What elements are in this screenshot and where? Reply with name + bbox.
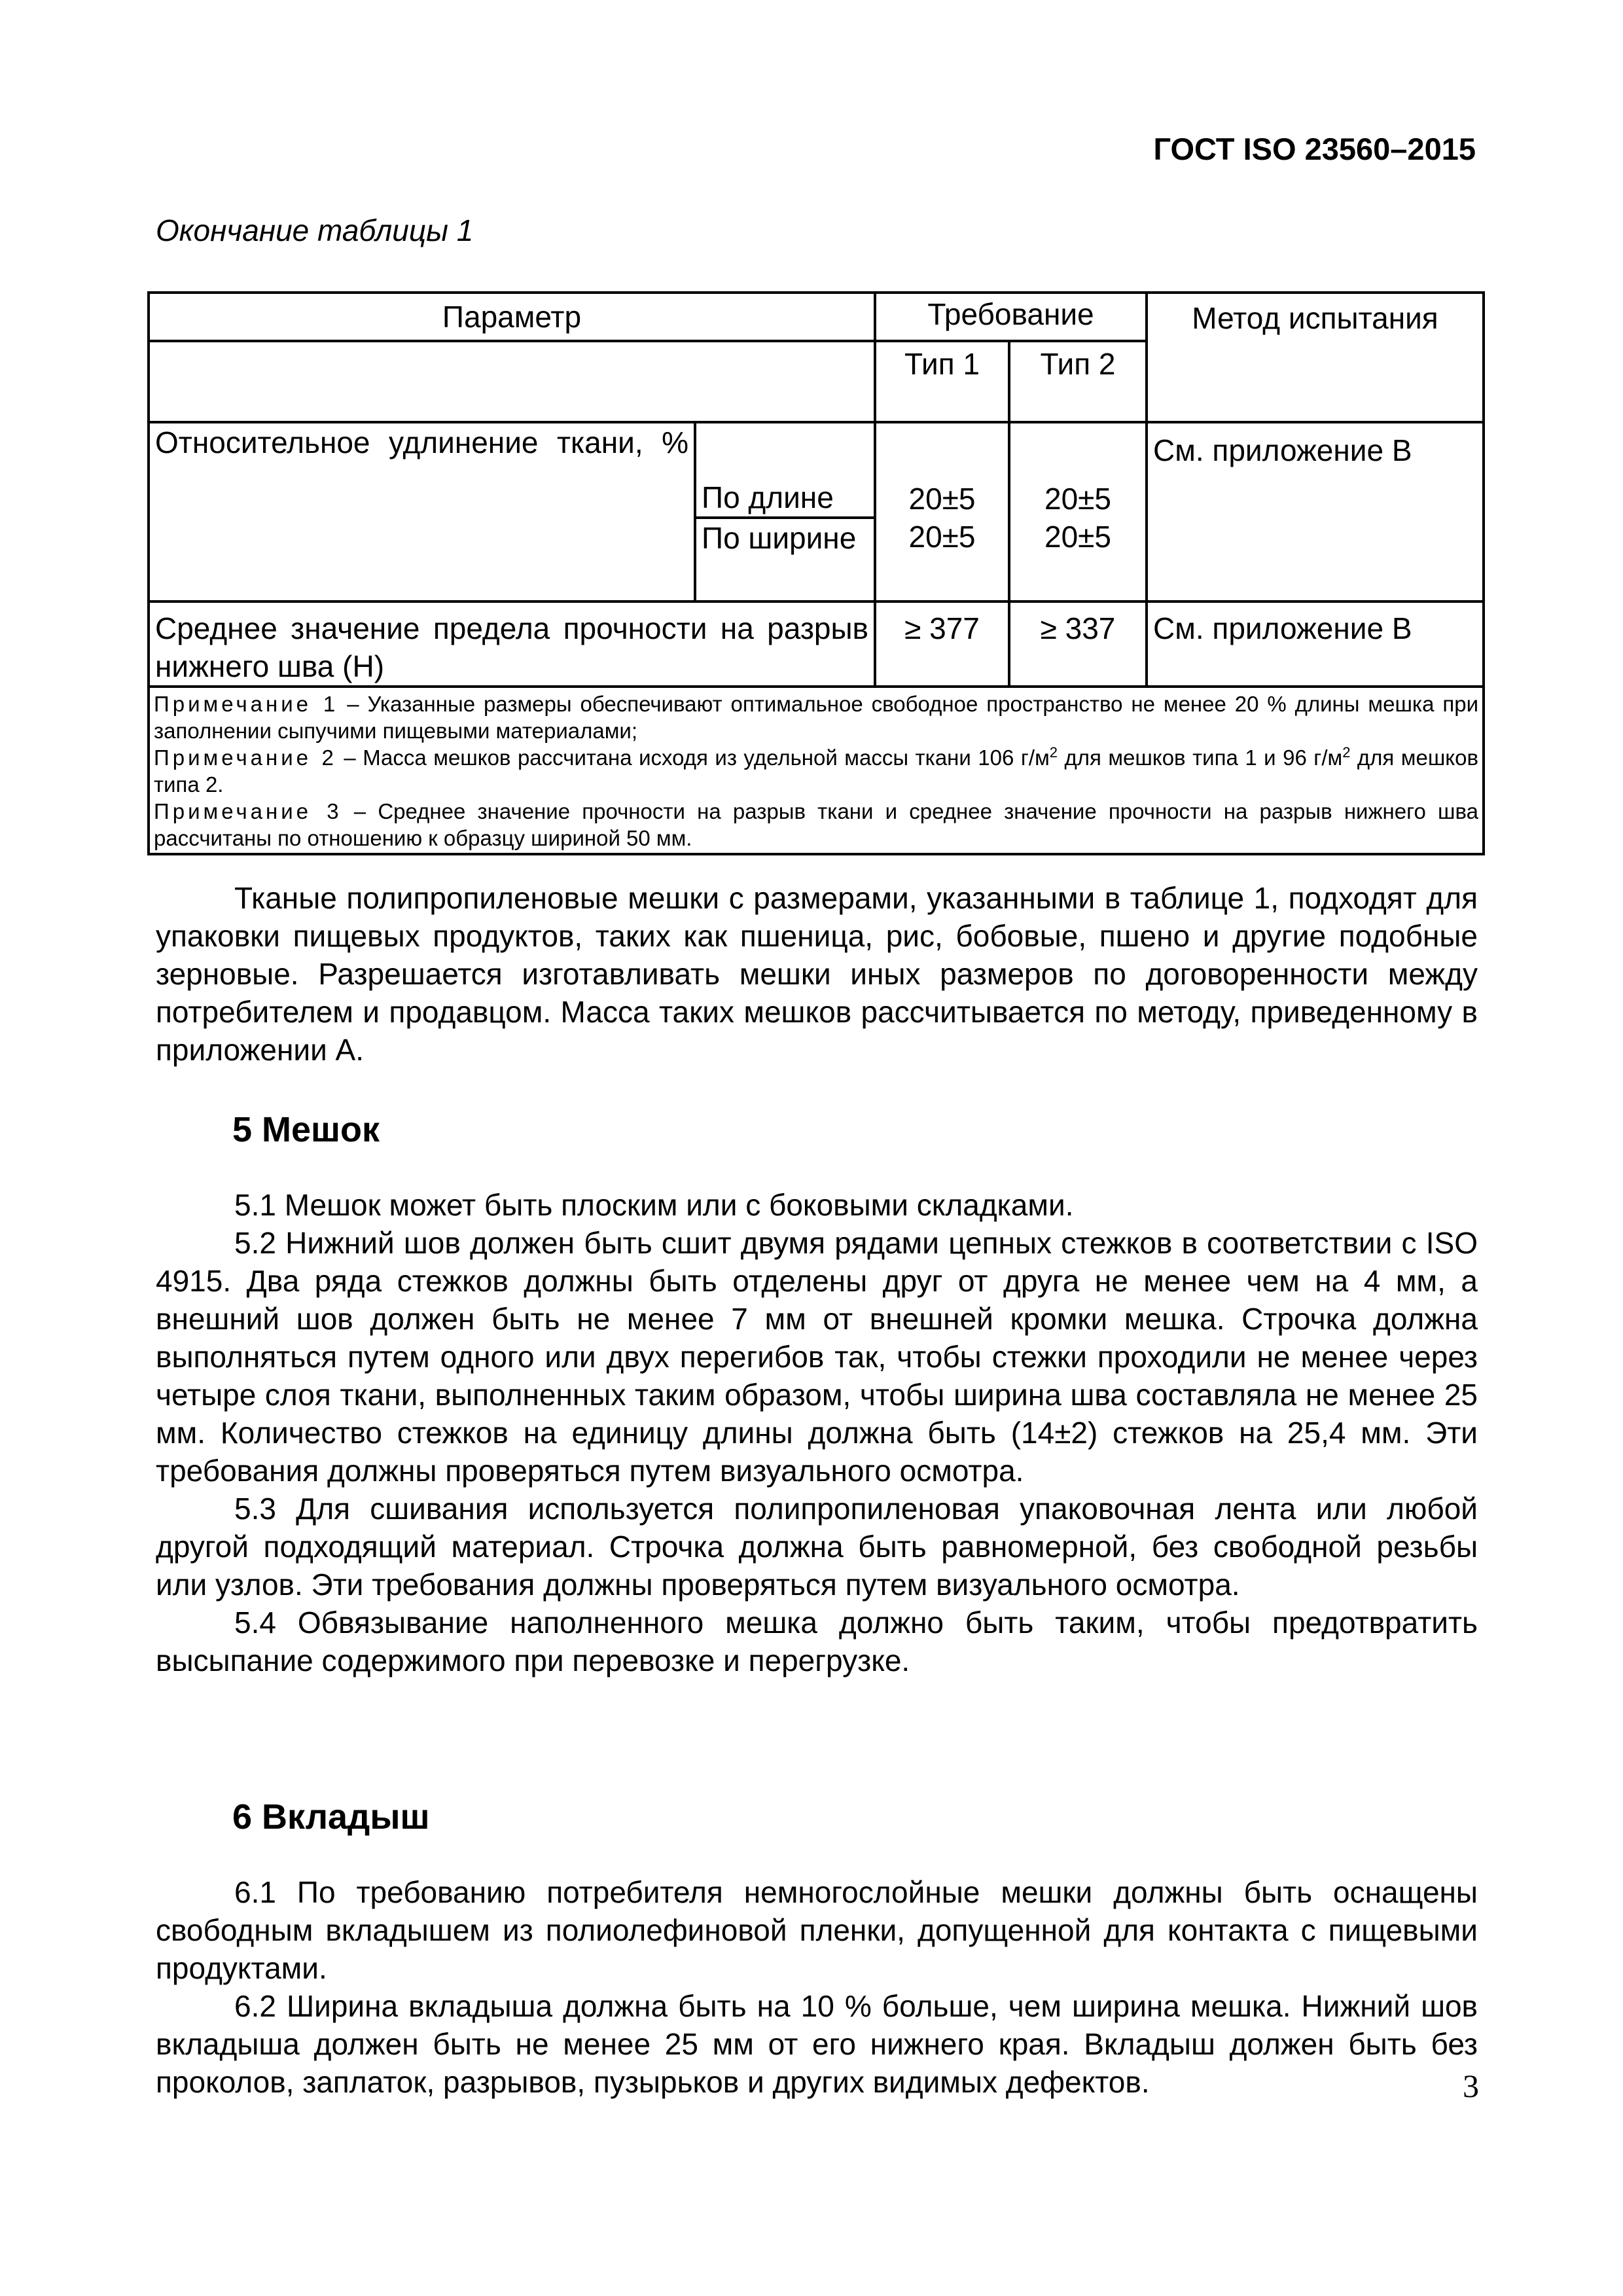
note-3-label: Примечание 3 <box>154 799 342 823</box>
intro-paragraph-block <box>156 879 1478 1069</box>
row-seam-strength-type2: ≥ 337 <box>1009 601 1147 687</box>
header-requirement: Требование <box>875 293 1147 341</box>
elongation-text: Относительное удлинение ткани, % <box>155 425 688 459</box>
note-2-label: Примечание 2 <box>154 745 337 770</box>
table-notes <box>149 687 1484 854</box>
specification-table <box>147 291 1485 855</box>
table-notes-row <box>149 687 1484 854</box>
table-row <box>149 422 1484 518</box>
note-1-text: – Указанные размеры обеспечивают оптимальное свободное пространство не менее 20 % длины мешка при заполнении сыпучими пищевыми материалами; <box>154 692 1479 743</box>
section-5-heading: 5 Мешок <box>232 1110 380 1149</box>
note-2-sup-b: 2 <box>1342 744 1351 761</box>
section-6-body <box>156 1873 1478 2101</box>
paragraph-6-1: 6.1 По требованию потребителя немногослойные мешки должны быть оснащены свободным вкладышем из полиолефиновой пленки, допущенной для контакта с пищевыми продуктами. <box>156 1875 1478 1985</box>
note-2-text-b: для мешков типа 1 и 96 г/м <box>1058 745 1343 770</box>
note-2 <box>154 744 1478 798</box>
paragraph-6-2: 6.2 Ширина вкладыша должна быть на 10 % больше, чем ширина мешка. Нижний шов вкладыша должен быть не менее 25 мм от его нижнего края. Вкладыш должен быть без проколов, заплаток, разрывов, пузырьков и других видимых дефектов. <box>156 1989 1478 2099</box>
header-method: Метод испытания <box>1147 293 1484 422</box>
paragraph-5-4: 5.4 Обвязывание наполненного мешка должно быть таким, чтобы предотвратить высыпание содержимого при перевозке и перегрузке. <box>156 1605 1478 1677</box>
note-1-label: Примечание 1 <box>154 692 339 716</box>
row-elongation-length-direction: По длине <box>695 422 875 518</box>
row-elongation-parameter <box>149 422 695 601</box>
table-continuation-caption: Окончание таблицы 1 <box>156 213 474 247</box>
row-elongation-width-type1: 20±5 <box>875 518 1009 601</box>
intro-paragraph: Тканые полипропиленовые мешки с размерами, указанными в таблице 1, подходят для упаковки пищевых продуктов, таких как пшеница, рис, бобовые, пшено и другие подобные зерновые. Разрешается изготавливать мешки иных размеров по договоренности между потребителем и продавцом. Масса таких мешков рассчитывается по методу, приведенному в приложении А. <box>156 881 1478 1067</box>
note-1 <box>154 691 1478 744</box>
document-code: ГОСТ ISO 23560–2015 <box>1153 132 1476 166</box>
table-row <box>149 601 1484 687</box>
note-2-sup-a: 2 <box>1049 744 1058 761</box>
row-elongation-width-direction: По ширине <box>695 518 875 601</box>
row-elongation-length-type2: 20±5 <box>1009 422 1147 518</box>
note-2-text-a: – Масса мешков рассчитана исходя из удельной массы ткани 106 г/м <box>344 745 1050 770</box>
row-elongation-length-type1: 20±5 <box>875 422 1009 518</box>
paragraph-5-2: 5.2 Нижний шов должен быть сшит двумя рядами цепных стежков в соответствии с ISO 4915. Два ряда стежков должны быть отделены друг от друга не менее чем на 4 мм, а внешний шов должен быть не менее 7 мм от внешней кромки мешка. Строчка должна выполняться путем одного или двух перегибов так, чтобы стежки проходили не менее через четыре слоя ткани, выполненных таким образом, чтобы ширина шва составляла не менее 25 мм. Количество стежков на единицу длины должна быть (14±2) стежков на 25,4 мм. Эти требования должны проверяться путем визуального осмотра. <box>156 1226 1478 1488</box>
paragraph-5-3: 5.3 Для сшивания используется полипропиленовая упаковочная лента или любой другой подходящий материал. Строчка должна быть равномерной, без свободной резьбы или узлов. Эти требования должны проверяться путем визуального осмотра. <box>156 1492 1478 1602</box>
note-3 <box>154 798 1478 852</box>
page-number: 3 <box>1463 2068 1479 2104</box>
header-parameter: Параметр <box>149 293 875 341</box>
header-type1: Тип 1 <box>875 341 1009 422</box>
header-parameter-blank <box>149 341 875 422</box>
note-3-text: – Среднее значение прочности на разрыв ткани и среднее значение прочности на разрыв нижнего шва рассчитаны по отношению к образцу шириной 50 мм. <box>154 799 1478 850</box>
note-2-text-c: для мешков типа 2. <box>154 745 1479 797</box>
section-6-heading: 6 Вкладыш <box>232 1797 430 1837</box>
row-elongation-width-type2: 20±5 <box>1009 518 1147 601</box>
paragraph-5-1: 5.1 Мешок может быть плоским или с боковыми складками. <box>234 1188 1074 1222</box>
table-header-row <box>149 293 1484 341</box>
row-seam-strength-type1: ≥ 377 <box>875 601 1009 687</box>
row-elongation-method: См. приложение В <box>1147 422 1484 601</box>
header-type2: Тип 2 <box>1009 341 1147 422</box>
section-5-body <box>156 1186 1478 1679</box>
row-seam-strength-parameter: Среднее значение предела прочности на разрыв нижнего шва (Н) <box>149 601 875 687</box>
row-seam-strength-method: См. приложение В <box>1147 601 1484 687</box>
